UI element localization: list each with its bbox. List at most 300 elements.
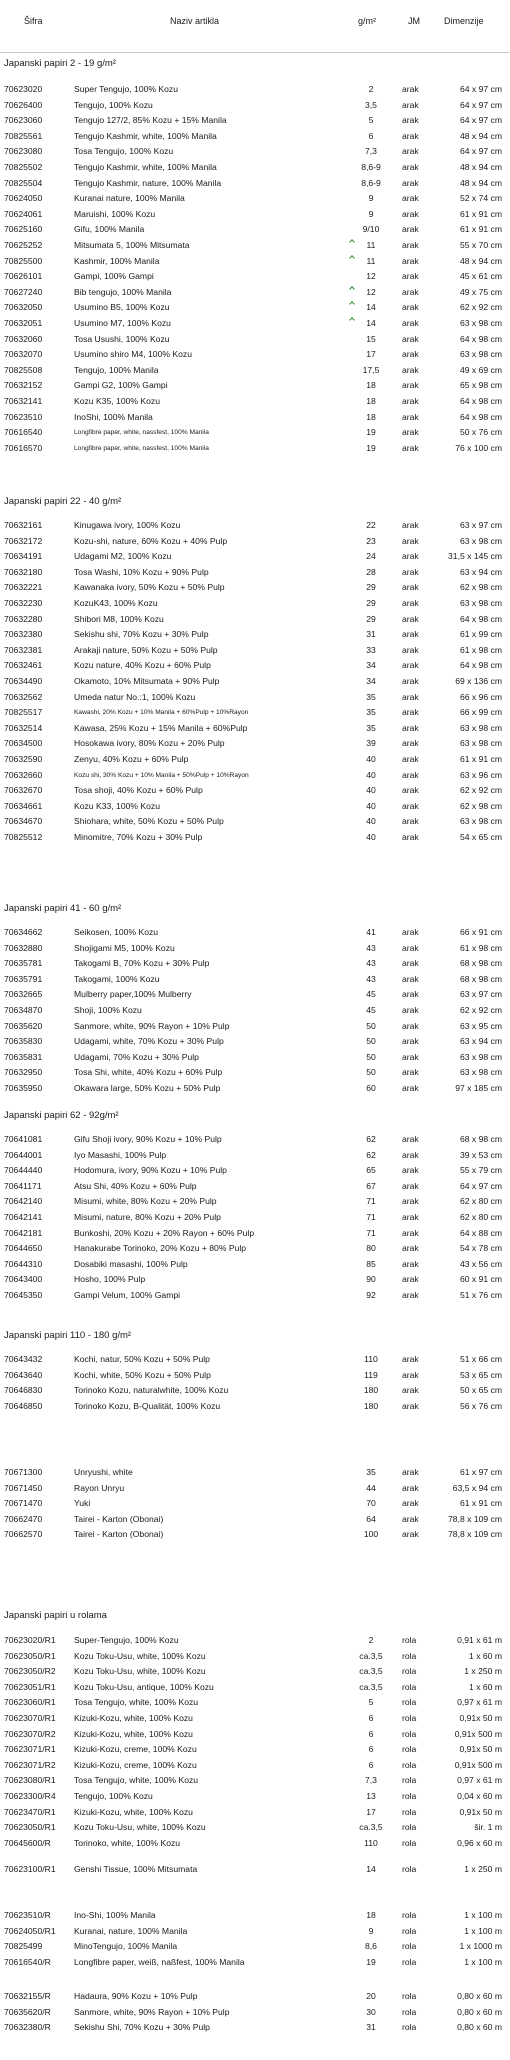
item-unit: rola (402, 1681, 417, 1692)
item-unit: arak (402, 146, 419, 157)
item-gsm: 34 (366, 660, 376, 671)
item-name: Super-Tengujo, 100% Kozu (74, 1635, 179, 1645)
item-name: Tengujo Kashmir, nature, 100% Manila (74, 177, 222, 188)
item-unit: arak (402, 349, 419, 360)
item-gsm: 19 (366, 1956, 376, 1967)
item-dimensions: 64 x 97 cm (459, 146, 502, 157)
item-dimensions: 0,91x 50 m (459, 1806, 502, 1817)
item-code: 70644310 (4, 1258, 43, 1269)
item-unit: arak (402, 1149, 419, 1160)
table-row (0, 1939, 510, 1955)
table-row (0, 830, 510, 846)
item-unit: rola (402, 2006, 417, 2017)
item-gsm: 92 (366, 1290, 376, 1300)
table-row (0, 316, 510, 332)
item-dimensions: 62 x 92 cm (459, 1005, 502, 1015)
table-row (0, 721, 510, 737)
table-row (0, 1003, 510, 1019)
table-row (0, 1241, 510, 1257)
item-code: 70632880 (4, 942, 43, 953)
item-gsm: 71 (366, 1212, 376, 1222)
section-title: Japanski papiri 2 - 19 g/m² (4, 58, 116, 69)
item-gsm: 19 (366, 427, 376, 438)
item-gsm: 180 (363, 1385, 379, 1396)
table-row (0, 378, 510, 394)
item-unit: arak (402, 1498, 419, 1509)
item-dimensions: 63 x 98 cm (459, 1051, 502, 1062)
item-name: Usumino B5, 100% Kozu (74, 302, 170, 313)
item-unit: arak (402, 629, 419, 640)
item-dimensions: 1 x 250 m (464, 1666, 502, 1677)
item-dimensions: 63 x 94 cm (459, 1036, 502, 1047)
item-gsm: 18 (366, 380, 376, 391)
item-name: Tosa Usushi, 100% Kozu (74, 333, 170, 344)
item-code: 70825504 (4, 177, 43, 188)
item-unit: rola (402, 1635, 417, 1645)
item-name: Dosabiki masashi, 100% Pulp (74, 1258, 188, 1269)
item-name: Minomitre, 70% Kozu + 30% Pulp (74, 832, 203, 842)
item-code: 70632660 (4, 769, 43, 780)
item-unit: rola (402, 1759, 417, 1770)
item-code: 70626400 (4, 99, 43, 110)
item-dimensions: 61 x 91 cm (459, 224, 502, 235)
item-unit: rola (402, 1744, 417, 1755)
item-dimensions: 0,91x 500 m (454, 1728, 502, 1739)
item-code: 70623510 (4, 411, 43, 422)
item-gsm: 17,5 (362, 364, 380, 375)
item-dimensions: 1 x 100 m (464, 1925, 502, 1936)
item-dimensions: 50 x 76 cm (459, 427, 502, 438)
item-dimensions: 62 x 92 cm (459, 302, 502, 313)
item-code: 70642141 (4, 1212, 43, 1222)
item-code: 70616570 (4, 442, 43, 453)
item-gsm: 14 (366, 302, 376, 313)
item-dimensions: 68 x 98 cm (459, 1134, 502, 1144)
item-name: Ino-Shi, 100% Manila (74, 1910, 156, 1920)
item-code: 70623060 (4, 115, 43, 126)
item-dimensions: 69 x 136 cm (455, 676, 502, 686)
item-name: Kochi, natur, 50% Kozu + 50% Pulp (74, 1354, 210, 1364)
item-dimensions: šir. 1 m (474, 1822, 502, 1833)
table-row (0, 1148, 510, 1164)
item-gsm: 12 (366, 286, 376, 297)
table-row (0, 518, 510, 534)
item-unit: arak (402, 535, 419, 546)
item-unit: arak (402, 177, 419, 188)
item-name: Gifu, 100% Manila (74, 224, 145, 235)
item-code: 70646830 (4, 1385, 43, 1396)
item-unit: rola (402, 1991, 417, 2001)
table-row (0, 347, 510, 363)
item-gsm: 50 (366, 1036, 376, 1047)
header-unit: JM (408, 16, 420, 26)
item-code: 70632221 (4, 582, 43, 593)
item-name: Tengujo Kashmir, white, 100% Manila (74, 130, 217, 141)
table-row (0, 1695, 510, 1711)
item-name: Misumi, nature, 80% Kozu + 20% Pulp (74, 1212, 221, 1222)
section-title: Japanski papiri 110 - 180 g/m² (4, 1330, 132, 1341)
item-dimensions: 63 x 95 cm (459, 1020, 502, 1031)
table-row (0, 82, 510, 98)
item-unit: arak (402, 255, 419, 266)
item-dimensions: 64 x 98 cm (459, 411, 502, 422)
item-code: 70616540 (4, 427, 43, 438)
item-gsm: 15 (366, 333, 376, 344)
table-row (0, 144, 510, 160)
item-code: 70635620/R (4, 2006, 51, 2017)
table-row (0, 1862, 510, 1878)
item-gsm: 71 (366, 1196, 376, 1207)
item-name: Udagami, white, 70% Kozu + 30% Pulp (74, 1036, 224, 1047)
item-gsm: 45 (366, 989, 376, 1000)
item-unit: arak (402, 302, 419, 313)
item-name: Tairei - Karton (Obonai) (74, 1529, 164, 1540)
item-name: Kinugawa ivory, 100% Kozu (74, 520, 181, 530)
item-gsm: 40 (366, 800, 376, 811)
item-dimensions: 51 x 66 cm (459, 1354, 502, 1364)
item-dimensions: 76 x 100 cm (455, 442, 502, 453)
item-gsm: 8,6 (365, 1941, 377, 1952)
table-row (0, 799, 510, 815)
item-name: Kozu K35, 100% Kozu (74, 396, 160, 406)
item-gsm: 30 (366, 2006, 376, 2017)
table-row (0, 956, 510, 972)
table-row (0, 941, 510, 957)
table-row (0, 285, 510, 301)
item-code: 70632050 (4, 302, 43, 313)
item-dimensions: 63 x 97 cm (459, 989, 502, 1000)
item-code: 70642140 (4, 1196, 43, 1207)
table-row (0, 690, 510, 706)
item-gsm: 62 (366, 1134, 376, 1144)
item-code: 70825499 (4, 1941, 43, 1952)
item-code: 70634490 (4, 676, 43, 686)
item-unit: arak (402, 1180, 419, 1191)
item-unit: arak (402, 927, 419, 937)
table-row (0, 222, 510, 238)
item-code: 70623050/R1 (4, 1650, 56, 1661)
item-code: 70627240 (4, 286, 43, 297)
item-code: 70645600/R (4, 1837, 51, 1848)
item-unit: rola (402, 1806, 417, 1817)
item-code: 70623080 (4, 146, 43, 157)
item-gsm: 31 (366, 2022, 376, 2033)
item-code: 70623020/R1 (4, 1635, 56, 1645)
section-title: Japanski papiri u rolama (4, 1610, 107, 1621)
item-name: Sekishu Shi, 70% Kozu + 30% Pulp (74, 2022, 210, 2033)
item-dimensions: 68 x 98 cm (459, 973, 502, 984)
item-dimensions: 60 x 91 cm (459, 1274, 502, 1285)
item-code: 70634661 (4, 800, 43, 811)
section-title: Japanski papiri 22 - 40 g/m² (4, 496, 122, 507)
item-gsm: 6 (368, 1728, 374, 1739)
item-dimensions: 1 x 60 m (469, 1650, 502, 1661)
item-unit: rola (402, 1775, 417, 1786)
table-row (0, 1924, 510, 1940)
item-name: Kawasa, 25% Kozu + 15% Manila + 60%Pulp (74, 722, 248, 733)
item-dimensions: 31,5 x 145 cm (448, 551, 502, 562)
item-gsm: ca.3,5 (359, 1822, 383, 1833)
item-dimensions: 63 x 96 cm (459, 769, 502, 780)
item-unit: arak (402, 318, 419, 328)
item-unit: rola (402, 1728, 417, 1739)
item-dimensions: 63 x 97 cm (459, 520, 502, 530)
item-dimensions: 66 x 99 cm (459, 707, 502, 718)
table-row (0, 643, 510, 659)
item-code: 70634662 (4, 927, 43, 937)
item-code: 70623080/R1 (4, 1775, 56, 1786)
item-unit: arak (402, 644, 419, 655)
item-name: Maruishi, 100% Kozu (74, 208, 156, 219)
item-code: 70632950 (4, 1067, 43, 1078)
table-row (0, 1065, 510, 1081)
item-unit: rola (402, 1697, 417, 1708)
item-code: 70632180 (4, 566, 43, 577)
item-code: 70623070/R2 (4, 1728, 56, 1739)
table-row (0, 269, 510, 285)
item-unit: arak (402, 660, 419, 671)
item-dimensions: 61 x 91 cm (459, 208, 502, 219)
item-dimensions: 48 x 94 cm (459, 162, 502, 172)
table-row (0, 1352, 510, 1368)
item-code: 70635791 (4, 973, 43, 984)
item-gsm: 39 (366, 738, 376, 749)
item-code: 70635781 (4, 958, 43, 969)
item-gsm: 43 (366, 942, 376, 953)
item-dimensions: 49 x 69 cm (459, 364, 502, 375)
item-unit: arak (402, 1067, 419, 1078)
item-dimensions: 52 x 74 cm (459, 193, 502, 204)
item-gsm: 65 (366, 1165, 376, 1176)
item-gsm: 50 (366, 1051, 376, 1062)
table-row (0, 1680, 510, 1696)
item-unit: arak (402, 1369, 419, 1380)
item-name: Usumino shiro M4, 100% Kozu (74, 349, 192, 360)
item-name: Longfibre paper, white, nassfest, 100% Manila (74, 429, 209, 437)
item-name: Longfibre paper, weiß, naßfest, 100% Manila (74, 1956, 245, 1967)
item-gsm: 40 (366, 769, 376, 780)
table-row (0, 113, 510, 129)
item-code: 70632152 (4, 380, 43, 391)
item-code: 70825500 (4, 255, 43, 266)
item-unit: arak (402, 115, 419, 126)
item-code: 70635831 (4, 1051, 43, 1062)
table-row (0, 1383, 510, 1399)
item-code: 70632161 (4, 520, 43, 530)
item-gsm: 43 (366, 973, 376, 984)
item-dimensions: 64 x 97 cm (459, 84, 502, 94)
header-code: Šifra (24, 16, 43, 26)
item-name: Tosa Shi, white, 40% Kozu + 60% Pulp (74, 1067, 223, 1078)
item-gsm: ca.3,5 (359, 1666, 383, 1677)
item-unit: arak (402, 691, 419, 702)
table-row (0, 1664, 510, 1680)
item-name: Mitsumata 5, 100% Mitsumata (74, 240, 190, 250)
item-name: Kozu nature, 40% Kozu + 60% Pulp (74, 660, 211, 671)
table-row (0, 363, 510, 379)
item-code: 70632380 (4, 629, 43, 640)
table-row (0, 1288, 510, 1304)
item-gsm: 80 (366, 1243, 376, 1254)
item-dimensions: 51 x 76 cm (459, 1290, 502, 1300)
item-dimensions: 63 x 94 cm (459, 566, 502, 577)
item-unit: arak (402, 1212, 419, 1222)
table-row (0, 1257, 510, 1273)
item-code: 70623510/R (4, 1910, 51, 1920)
item-name: Kozu K33, 100% Kozu (74, 800, 160, 811)
item-code: 70634670 (4, 816, 43, 827)
item-gsm: 35 (366, 722, 376, 733)
table-row (0, 441, 510, 457)
item-unit: arak (402, 1196, 419, 1207)
item-dimensions: 63 x 98 cm (459, 535, 502, 546)
item-code: 70646850 (4, 1400, 43, 1411)
item-gsm: 20 (366, 1991, 376, 2001)
item-code: 70632051 (4, 318, 43, 328)
item-gsm: 35 (366, 1467, 376, 1477)
item-name: Kizuki-Kozu, white, 100% Kozu (74, 1806, 193, 1817)
item-code: 70632060 (4, 333, 43, 344)
item-gsm: 18 (366, 396, 376, 406)
item-unit: arak (402, 99, 419, 110)
item-unit: arak (402, 613, 419, 624)
item-unit: arak (402, 364, 419, 375)
item-code: 70671470 (4, 1498, 43, 1509)
table-row (0, 425, 510, 441)
item-name: Shojigami M5, 100% Kozu (74, 942, 175, 953)
item-code: 70644440 (4, 1165, 43, 1176)
item-unit: rola (402, 1713, 417, 1723)
item-gsm: 85 (366, 1258, 376, 1269)
table-row (0, 129, 510, 145)
item-unit: arak (402, 520, 419, 530)
item-gsm: 35 (366, 691, 376, 702)
table-row (0, 549, 510, 565)
item-name: Kozu shi, 30% Kozu + 10% Manila + 50%Pulp + 10%Rayon (74, 771, 249, 779)
item-code: 70623100/R1 (4, 1864, 56, 1874)
item-name: Usumino M7, 100% Kozu (74, 318, 171, 328)
item-dimensions: 54 x 78 cm (459, 1243, 502, 1254)
item-gsm: 6 (368, 1744, 374, 1755)
item-unit: arak (402, 396, 419, 406)
item-dimensions: 64 x 98 cm (459, 333, 502, 344)
item-code: 70623050/R1 (4, 1822, 56, 1833)
item-gsm: 19 (366, 442, 376, 453)
item-code: 70632381 (4, 644, 43, 655)
item-name: Kozu Toku-Usu, white, 100% Kozu (74, 1666, 206, 1677)
table-row (0, 238, 510, 254)
table-row (0, 612, 510, 628)
item-dimensions: 64 x 98 cm (459, 396, 502, 406)
item-unit: arak (402, 84, 419, 94)
item-name: Takogami, 100% Kozu (74, 973, 160, 984)
item-unit: rola (402, 1791, 417, 1801)
item-dimensions: 53 x 65 cm (459, 1369, 502, 1380)
item-gsm: 9 (368, 1925, 374, 1936)
item-unit: rola (402, 1941, 417, 1952)
item-name: Shiohara, white, 50% Kozu + 50% Pulp (74, 816, 224, 827)
item-dimensions: 0,04 x 60 m (457, 1791, 502, 1801)
item-gsm: 2 (368, 1635, 374, 1645)
item-dimensions: 64 x 97 cm (459, 1180, 502, 1191)
item-unit: arak (402, 738, 419, 749)
item-gsm: 14 (366, 1864, 376, 1874)
item-unit: arak (402, 722, 419, 733)
table-row (0, 394, 510, 410)
item-gsm: 40 (366, 754, 376, 764)
item-name: Sekishu shi, 70% Kozu + 30% Pulp (74, 629, 209, 640)
item-gsm: 40 (366, 816, 376, 827)
item-dimensions: 0,80 x 60 m (457, 2006, 502, 2017)
item-name: Bunkoshi, 20% Kozu + 20% Rayon + 60% Pulp (74, 1227, 255, 1238)
table-row (0, 332, 510, 348)
item-dimensions: 62 x 80 cm (459, 1212, 502, 1222)
item-name: Kawashi, 20% Kozu + 10% Manila + 60%Pulp + 10%Rayon (74, 709, 249, 717)
item-dimensions: 45 x 61 cm (459, 271, 502, 282)
item-code: 70632514 (4, 722, 43, 733)
item-code: 70825512 (4, 832, 43, 842)
item-code: 70632380/R (4, 2022, 51, 2033)
item-gsm: 67 (366, 1180, 376, 1191)
item-name: Longfibre paper, white, nassfest, 100% Manila (74, 444, 209, 452)
item-dimensions: 0,97 x 61 m (457, 1697, 502, 1708)
item-code: 70825502 (4, 162, 43, 172)
item-code: 70624061 (4, 208, 43, 219)
item-gsm: 9 (368, 208, 374, 219)
item-name: Hodomura, ivory, 90% Kozu + 10% Pulp (74, 1165, 227, 1176)
section-title: Japanski papiri 62 - 92g/m² (4, 1110, 119, 1121)
item-name: Arakaji nature, 50% Kozu + 50% Pulp (74, 644, 218, 655)
item-name: Shoji, 100% Kozu (74, 1005, 142, 1015)
item-name: Torinoko Kozu, naturalwhite, 100% Kozu (74, 1385, 229, 1396)
item-name: Torinoko Kozu, B-Qualität, 100% Kozu (74, 1400, 221, 1411)
item-code: 70623470/R1 (4, 1806, 56, 1817)
item-gsm: 9/10 (362, 224, 380, 235)
item-unit: arak (402, 942, 419, 953)
item-gsm: 6 (368, 130, 374, 141)
item-dimensions: 1 x 250 m (464, 1864, 502, 1874)
header-gsm: g/m² (358, 16, 376, 26)
item-code: 70634870 (4, 1005, 43, 1015)
item-dimensions: 55 x 70 cm (459, 240, 502, 250)
item-dimensions: 61 x 91 cm (459, 754, 502, 764)
item-code: 70671300 (4, 1467, 43, 1477)
item-name: Gifu Shoji ivory, 90% Kozu + 10% Pulp (74, 1134, 222, 1144)
table-row (0, 768, 510, 784)
item-name: Kozu-shi, nature, 60% Kozu + 40% Pulp (74, 535, 228, 546)
table-row (0, 736, 510, 752)
item-code: 70662470 (4, 1513, 43, 1524)
item-code: 70635620 (4, 1020, 43, 1031)
item-name: Super Tengujo, 100% Kozu (74, 84, 178, 94)
item-code: 70641081 (4, 1134, 43, 1144)
item-name: Shibori M8, 100% Kozu (74, 613, 164, 624)
table-row (0, 1081, 510, 1097)
item-dimensions: 49 x 75 cm (459, 286, 502, 297)
item-code: 70632670 (4, 785, 43, 796)
table-row (0, 1758, 510, 1774)
item-code: 70623300/R4 (4, 1791, 56, 1801)
table-row (0, 1836, 510, 1852)
item-unit: arak (402, 333, 419, 344)
item-code: 70623071/R2 (4, 1759, 56, 1770)
item-code: 70825508 (4, 364, 43, 375)
item-name: Hanakurabe Torinoko, 20% Kozu + 80% Pulp (74, 1243, 247, 1254)
item-gsm: 110 (364, 1837, 378, 1848)
item-unit: arak (402, 1385, 419, 1396)
item-gsm: 60 (366, 1083, 376, 1093)
item-code: 70623070/R1 (4, 1713, 56, 1723)
